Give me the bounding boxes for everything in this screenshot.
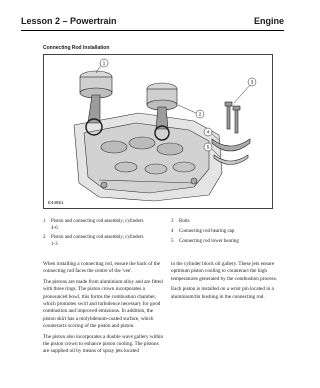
legend-item (43, 234, 163, 250)
legend-number: 4 (171, 229, 174, 234)
legend-text: 1-3 (51, 242, 58, 247)
paragraph: Each piston is installed on a wrist pin located in a aluminium/tin bushing in the connecting rod. (171, 286, 274, 300)
lesson-title: Lesson 2 – Powertrain (21, 16, 117, 26)
legend-item (171, 238, 281, 248)
paragraph: When installing a connecting rod, ensure the back of the connecting rod faces the centre of the 'vee'. (43, 261, 160, 275)
figure-code: E44851 (48, 200, 64, 205)
connecting-rod-illustration (43, 54, 273, 209)
callout-5: 5 (206, 144, 210, 150)
legend-number: 2 (43, 235, 46, 240)
body-column-right (171, 261, 283, 304)
page-header (21, 14, 284, 31)
body-column-left (43, 261, 165, 359)
legend-right (171, 218, 281, 248)
bolts (225, 102, 240, 133)
legend-text: Connecting rod bearing cap (179, 229, 235, 234)
legend-item (43, 218, 163, 234)
legend-number: 1 (43, 219, 46, 224)
legend-text: Connecting rod lower bearing (179, 239, 239, 244)
callout-3: 3 (250, 79, 254, 85)
legend-item (171, 218, 281, 228)
engine-diagram (44, 55, 272, 208)
paragraph: in the cylinder block oil gallery. These jets ensure optimum piston cooling to counteract the high temperatures generated by the combustion process. (171, 261, 278, 282)
legend-text: Bolts (179, 219, 190, 224)
legend-text: 4-6 (51, 226, 58, 231)
paragraph: The pistons are made from aluminium alloy and are fitted with three rings. The piston crown incorporates a pronounced bowl, this forms the combustion chamber, which promotes swirl and turbulence necessary for good combustion and improved emissions. In addition, the piston skirt has a molybdenum-coated surface, which counteracts scoring of the piston and piston. (43, 278, 163, 330)
callout-1: 1 (102, 60, 106, 66)
callout-4: 4 (206, 129, 210, 135)
legend-text: Piston and connecting rod assembly, cylinders (51, 219, 144, 224)
section-title: Connecting Rod Installation (43, 45, 110, 51)
cylinder-block (74, 113, 222, 201)
legend-number: 3 (171, 219, 174, 224)
callout-2: 2 (198, 111, 202, 117)
legend-item (171, 228, 281, 238)
legend-left (43, 218, 163, 250)
paragraph: The piston also incorporates a double wave gallery within the piston crown to enhance piston cooling. The pistons are supplied oil by means of spray jets located (43, 333, 164, 355)
legend-text: Piston and connecting rod assembly, cylinders (51, 235, 144, 240)
chapter-title: Engine (253, 16, 284, 26)
legend-number: 5 (171, 239, 174, 244)
